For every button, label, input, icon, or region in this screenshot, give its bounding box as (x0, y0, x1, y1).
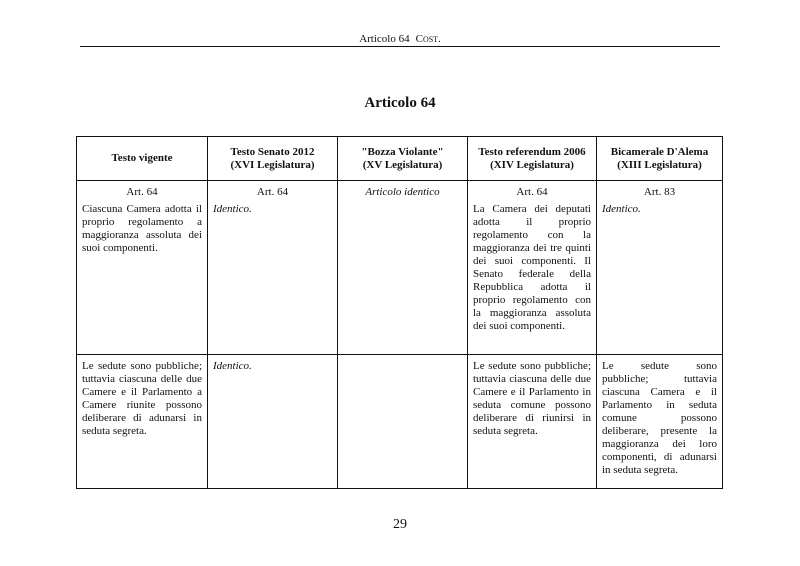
column-header-line: "Bozza Violante" (361, 145, 444, 158)
table-cell (338, 181, 468, 355)
column-header-testo-vigente (77, 137, 208, 181)
article-text: Ciascuna Camera adotta il proprio regolamento a maggioranza assoluta dei suoi componenti. (82, 203, 202, 254)
header-rule (80, 46, 720, 47)
column-header-referendum-2006 (468, 137, 597, 181)
table-cell (77, 355, 208, 489)
column-header-senato-2012 (208, 137, 338, 181)
article-number: Art. 64 (516, 186, 548, 198)
table-cell (468, 181, 597, 355)
column-header-line: (XIII Legislatura) (617, 158, 702, 171)
article-text: Le sedute sono pubbliche; tuttavia ciascuna delle due Camere e il Parlamento in seduta comune possono deliberare di riunirsi in seduta segreta. (473, 360, 591, 437)
article-number: Art. 83 (643, 186, 676, 198)
table-cell (77, 181, 208, 355)
running-header (80, 33, 720, 45)
article-text: La Camera dei deputati adotta il proprio regolamento con la maggioranza dei tre quinti dei suoi componenti. Il Senato federale della Repubblica adotta il proprio regolamento con la maggioranza assoluta dei suoi componenti. (473, 203, 591, 332)
column-header-line: Bicamerale D'Alema (610, 145, 709, 158)
column-header-line: Testo Senato 2012 (230, 145, 315, 158)
article-number: Art. 64 (126, 186, 158, 198)
article-text: Identico. (213, 360, 252, 372)
article-text: Identico. (213, 203, 252, 215)
table-header-row (77, 137, 723, 181)
page-title: Articolo 64 (364, 95, 436, 111)
column-header-line: (XIV Legislatura) (490, 158, 574, 171)
table-cell (597, 181, 723, 355)
running-header-title: Articolo 64 (359, 33, 410, 45)
running-header-tag: Cost. (415, 33, 441, 45)
column-header-line: Testo vigente (111, 152, 173, 164)
article-text: Le sedute sono pubbliche; tuttavia ciascuna Camera e il Parlamento in seduta comune possono deliberare, presente la maggioranza dei loro componenti, di adunarsi in seduta segreta. (602, 360, 717, 476)
article-text: Identico. (602, 203, 641, 215)
column-header-bicamerale (597, 137, 723, 181)
table-cell (597, 355, 723, 489)
table-cell (208, 355, 338, 489)
column-header-bozza-violante (338, 137, 468, 181)
table-row (77, 355, 723, 489)
article-number: Art. 64 (256, 186, 289, 198)
table-cell (338, 355, 468, 489)
page-number: 29 (393, 517, 407, 532)
table-row (77, 181, 723, 355)
table-cell (208, 181, 338, 355)
article-text: Le sedute sono pubbliche; tuttavia ciascuna delle due Camere e il Parlamento a Camere riunite possono deliberare di adunarsi in seduta segreta. (82, 360, 202, 437)
column-header-line: Testo referendum 2006 (478, 145, 586, 158)
table-cell (468, 355, 597, 489)
column-header-line: (XVI Legislatura) (230, 158, 315, 171)
comparison-table (76, 136, 723, 489)
article-number: Articolo identico (365, 186, 440, 198)
column-header-line: (XV Legislatura) (362, 158, 443, 171)
